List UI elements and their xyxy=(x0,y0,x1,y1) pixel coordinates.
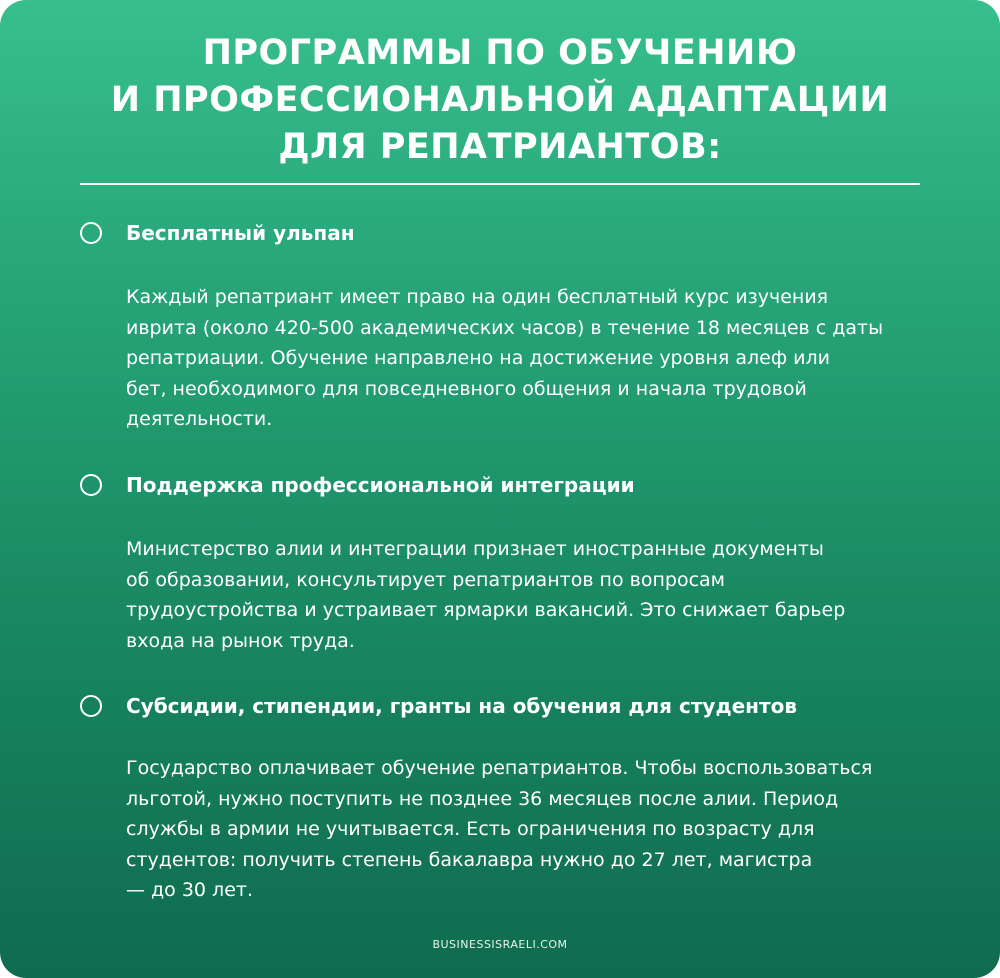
body-line: — до 30 лет. xyxy=(126,879,253,901)
title-divider xyxy=(80,183,920,185)
section-body xyxy=(126,282,986,435)
circle-bullet-icon xyxy=(80,222,102,244)
body-line: бет, необходимого для повседневного общения и начала трудовой xyxy=(126,377,807,400)
section-heading: Поддержка профессиональной интеграции xyxy=(126,473,635,497)
body-line: Министерство алии и интеграции признает иностранные документы xyxy=(126,538,824,560)
body-line: льготой, нужно поступить не позднее 36 месяцев после алии. Период xyxy=(126,787,839,810)
body-line: трудоустройства и устраивает ярмарки вакансий. Это снижает барьер xyxy=(126,599,846,621)
body-line: студентов: получить степень бакалавра нужно до 27 лет, магистра xyxy=(126,848,813,871)
body-line: службы в армии не учитывается. Есть ограничения по возрасту для xyxy=(126,818,815,840)
section-body xyxy=(126,534,986,656)
body-line: иврита (около 420-500 академических часов) в течение 18 месяцев с даты xyxy=(126,316,884,339)
body-line: репатриации. Обучение направлено на достижение уровня алеф или xyxy=(126,347,830,369)
section-body xyxy=(126,753,986,906)
footer-site-label: BUSINESSISRAELI.COM xyxy=(432,938,568,951)
body-line: Государство оплачивает обучение репатриантов. Чтобы воспользоваться xyxy=(126,757,873,779)
body-line: деятельности. xyxy=(126,408,273,430)
body-line: входа на рынок труда. xyxy=(126,629,355,652)
body-line: Каждый репатриант имеет право на один бесплатный курс изучения xyxy=(126,286,829,308)
title-line-1: ПРОГРАММЫ ПО ОБУЧЕНИЮ xyxy=(202,33,798,73)
section-heading: Субсидии, стипендии, гранты на обучения для студентов xyxy=(126,694,797,718)
page-title xyxy=(0,30,1000,171)
circle-bullet-icon xyxy=(80,695,102,717)
circle-bullet-icon xyxy=(80,474,102,496)
title-line-2: И ПРОФЕССИОНАЛЬНОЙ АДАПТАЦИИ xyxy=(110,80,890,120)
section-heading: Бесплатный ульпан xyxy=(126,221,355,245)
title-line-3: ДЛЯ РЕПАТРИАНТОВ: xyxy=(278,127,722,167)
body-line: об образовании, консультирует репатриантов по вопросам xyxy=(126,568,725,591)
